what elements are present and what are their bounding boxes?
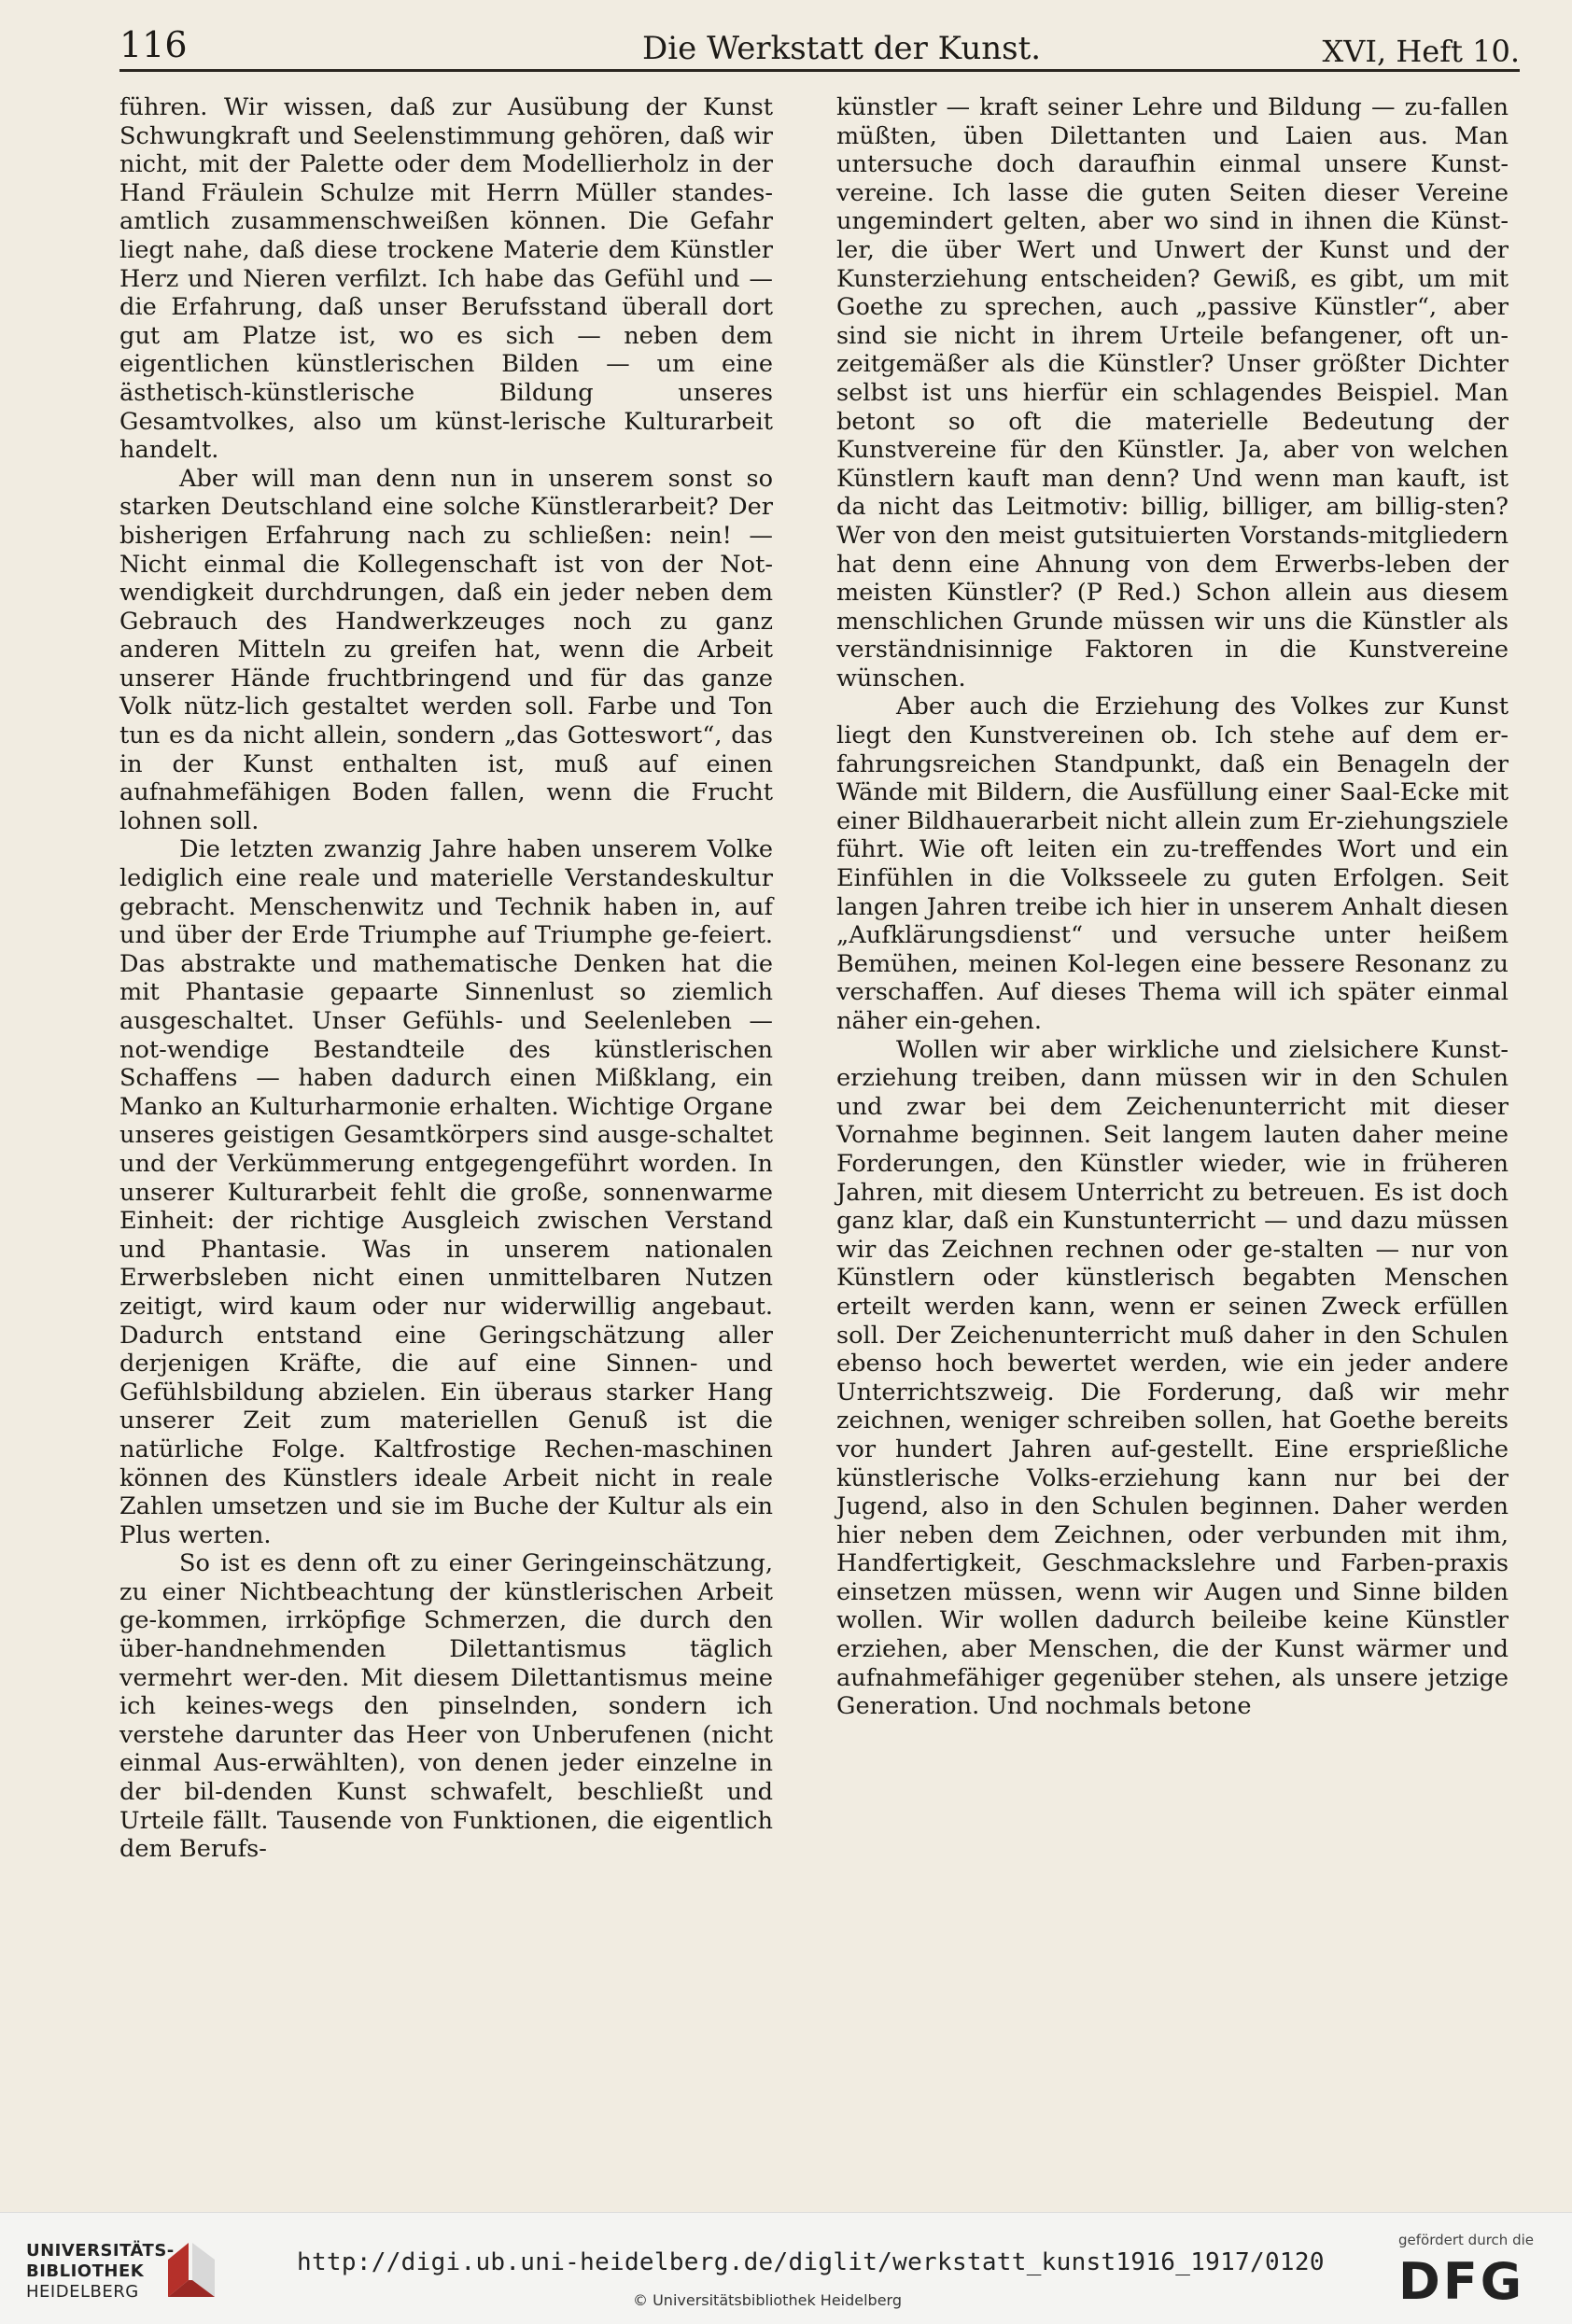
library-mark-icon: [161, 2239, 222, 2301]
permalink-url[interactable]: http://digi.ub.uni-heidelberg.de/diglit/werkstatt_kunst1916_1917/0120: [297, 2248, 1325, 2276]
paragraph: Die letzten zwanzig Jahre haben unserem Volke lediglich eine reale und materielle Verstandeskultur gebracht. Menschenwitz und Technik haben in, auf und über der Erde Triumphe auf Triumphe ge-feiert. Das abstrakte und mathematische Denken hat die mit Phantasie gepaarte Sinnenlust so ziemlich ausgeschaltet. Unser Gefühls- und Seelenleben — not-wendige Bestandteile des künstlerischen Schaffens — haben dadurch einen Mißklang, ein Manko an Kulturharmonie erhalten. Wichtige Organe unseres geistigen Gesamtkörpers sind ausge-schaltet und der Verkümmerung entgegengeführt worden. In unserer Kulturarbeit fehlt die große, sonnenwarme Einheit: der richtige Ausgleich zwischen Verstand und Phantasie. Was in unserem nationalen Erwerbsleben nicht einen unmittelbaren Nutzen zeitigt, wird kaum oder nur widerwillig angebaut. Dadurch entstand eine Geringschätzung aller derjenigen Kräfte, die auf eine Sinnen- und Gefühlsbildung abzielen. Ein überaus starker Hang unserer Zeit zum materiellen Genuß ist die natürliche Folge. Kaltfrostige Rechen-maschinen können des Künstlers ideale Arbeit nicht in reale Zahlen umsetzen und sie im Buche der Kultur als ein Plus werten.: [119, 835, 773, 1549]
right-column: [836, 93, 1509, 1721]
paragraph: führen. Wir wissen, daß zur Ausübung der Kunst Schwungkraft und Seelenstimmung gehören, daß wir nicht, mit der Palette oder dem Modellierholz in der Hand Fräulein Schulze mit Herrn Müller standes-amtlich zusammenschweißen können. Die Gefahr liegt nahe, daß diese trockene Materie dem Künstler Herz und Nieren verfilzt. Ich habe das Gefühl und — die Erfahrung, daß unser Berufsstand überall dort gut am Platze ist, wo es sich — neben dem eigentlichen künstlerischen Bilden — um eine ästhetisch-künstlerische Bildung unseres Gesamtvolkes, also um künst-lerische Kulturarbeit handelt.: [119, 93, 773, 465]
issue-label: XVI, Heft 10.: [1322, 34, 1520, 69]
paragraph: Aber will man denn nun in unserem sonst so starken Deutschland eine solche Künstlerarbeit? Der bisherigen Erfahrung nach zu schließen: nein! — Nicht einmal die Kollegenschaft ist von der Not-wendigkeit durchdrungen, daß ein jeder neben dem Gebrauch des Handwerkzeuges noch zu ganz anderen Mitteln zu greifen hat, wenn die Arbeit unserer Hände fruchtbringend und für das ganze Volk nütz-lich gestaltet werden soll. Farbe und Ton tun es da nicht allein, sondern „das Gotteswort“, das in der Kunst enthalten ist, muß auf einen aufnahmefähigen Boden fallen, wenn die Frucht lohnen soll.: [119, 464, 773, 835]
library-logo: [26, 2241, 175, 2303]
paragraph: Aber auch die Erziehung des Volkes zur Kunst liegt den Kunstvereinen ob. Ich stehe auf dem er-fahrungsreichen Standpunkt, daß ein Benageln der Wände mit Bildern, die Ausfüllung einer Saal-Ecke mit einer Bildhauerarbeit nicht allein zum Er-ziehungsziele führt. Wie oft leiten ein zu-treffendes Wort und ein Einfühlen in die Volksseele zu guten Erfolgen. Seit langen Jahren treibe ich hier in unserem Anhalt diesen „Aufklärungsdienst“ und versuche unter heißem Bemühen, meinen Kol-legen eine bessere Resonanz zu verschaffen. Auf dieses Thema will ich später einmal näher ein-gehen.: [836, 693, 1509, 1035]
paragraph: Wollen wir aber wirkliche und zielsichere Kunst-erziehung treiben, dann müssen wir in den Schulen und zwar bei dem Zeichenunterricht mit dieser Vornahme beginnen. Seit langem lauten daher meine Forderungen, den Künstler wieder, wie in früheren Jahren, mit diesem Unterricht zu betreuen. Es ist doch ganz klar, daß ein Kunstunterricht — und dazu müssen wir das Zeichnen rechnen oder ge-stalten — nur von Künstlern oder künstlerisch begabten Menschen erteilt werden kann, wenn er seinen Zweck erfüllen soll. Der Zeichenunterricht muß daher in den Schulen ebenso hoch bewertet werden, wie ein jeder andere Unterrichtszweig. Die Forderung, daß wir mehr zeichnen, weniger schreiben sollen, hat Goethe bereits vor hundert Jahren auf-gestellt. Eine ersprießliche künstlerische Volks-erziehung kann nur bei der Jugend, also in den Schulen beginnen. Daher werden hier neben dem Zeichnen, oder verbunden mit ihm, Handfertigkeit, Geschmackslehre und Farben-praxis einsetzen müssen, wenn wir Augen und Sinne bilden wollen. Wir wollen dadurch beileibe keine Künstler erziehen, aber Menschen, die der Kunst wärmer und aufnahmefähiger gegenüber stehen, als unsere jetzige Generation. Und nochmals betone: [836, 1035, 1509, 1721]
library-name-line: BIBLIOTHEK: [26, 2261, 145, 2281]
viewer-footer: [0, 2212, 1572, 2324]
paragraph: künstler — kraft seiner Lehre und Bildung — zu-fallen müßten, üben Dilettanten und Laien aus. Man untersuche doch daraufhin einmal unsere Kunst-vereine. Ich lasse die guten Seiten dieser Vereine ungemindert gelten, aber wo sind in ihnen die Künst-ler, die über Wert und Unwert der Kunst und der Kunsterziehung entscheiden? Gewiß, es gibt, um mit Goethe zu sprechen, auch „passive Künstler“, aber sind sie nicht in ihrem Urteile befangener, oft un-zeitgemäßer als die Künstler? Unser größter Dichter selbst ist uns hierfür ein schlagendes Beispiel. Man betont so oft die materielle Bedeutung der Kunstvereine für den Künstler. Ja, aber von welchen Künstlern kauft man denn? Und wenn man kauft, ist da nicht das Leitmotiv: billig, billiger, am billig-sten? Wer von den meist gutsituierten Vorstands-mitgliedern hat denn eine Ahnung von dem Erwerbs-leben der meisten Künstler? (P Red.) Schon allein aus diesem menschlichen Grunde müssen wir uns die Künstler als verständnisinnige Faktoren in die Kunstvereine wünschen.: [836, 93, 1509, 693]
page-number: 116: [119, 24, 188, 65]
paragraph: So ist es denn oft zu einer Geringeinschätzung, zu einer Nichtbeachtung der künstlerischen Arbeit ge-kommen, irrköpfige Schmerzen, die durch den über-handnehmenden Dilettantismus täglich vermehrt wer-den. Mit diesem Dilettantismus meine ich keines-wegs den pinselnden, sondern ich verstehe darunter das Heer von Unberufenen (nicht einmal Aus-erwählten), von denen jeder einzelne in der bil-denden Kunst schwafelt, beschließt und Urteile fällt. Tausende von Funktionen, die eigentlich dem Berufs-: [119, 1549, 773, 1864]
left-column: [119, 93, 773, 1864]
copyright-notice: © Universitätsbibliothek Heidelberg: [633, 2291, 903, 2309]
dfg-logo: DFG: [1398, 2252, 1525, 2311]
library-name-line: UNIVERSITÄTS-: [26, 2241, 175, 2261]
running-title: Die Werkstatt der Kunst.: [642, 30, 1042, 67]
running-header: [119, 21, 1520, 72]
funding-note: gefördert durch die: [1398, 2232, 1534, 2248]
library-name-line: HEIDELBERG: [26, 2282, 139, 2302]
